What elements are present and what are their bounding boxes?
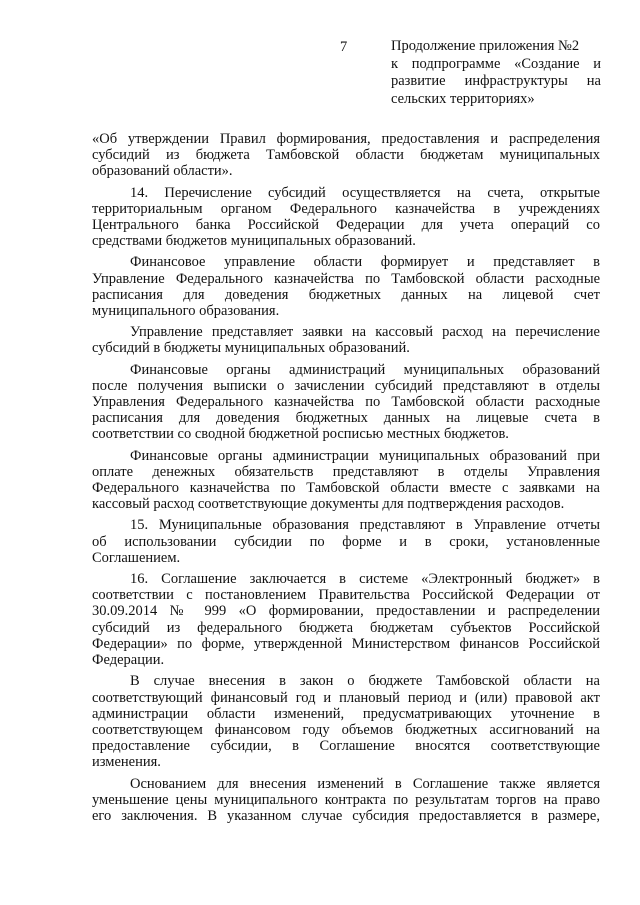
text-line: Федерального казначейства по Тамбовской области вместе с заявками на: [92, 480, 600, 497]
text-line: Управления Федерального казначейства по Тамбовской области расходные: [92, 394, 600, 411]
text-line: субсидий из федерального бюджета бюджетам субъектов Российской: [92, 619, 600, 636]
paragraph: [92, 517, 600, 566]
text-line: расписания для доведения бюджетных данных на лицевые счета в: [92, 410, 600, 427]
text-line: Управление представляет заявки на кассовый расход на перечисление: [130, 324, 600, 341]
text-line: муниципального образования.: [92, 303, 280, 320]
text-line: Соглашением.: [92, 549, 181, 566]
text-line: Управление Федерального казначейства по Тамбовской области расходные: [92, 270, 600, 287]
text-line: Основанием для внесения изменений в Соглашение также является: [130, 775, 600, 792]
text-line: 14. Перечисление субсидий осуществляется на счета, открытые: [130, 184, 600, 201]
text-line: субсидий в бюджеты муниципальных образований.: [92, 340, 410, 357]
text-line: «Об утверждении Правил формирования, предоставления и распределения: [92, 131, 600, 147]
text-line: оплате денежных обязательств представляют в отделы Управления: [92, 463, 600, 480]
text-line: предоставление субсидии, в Соглашение вносятся соответствующие: [92, 738, 600, 755]
paragraph: [92, 776, 600, 825]
text-line: территориальным органом Федерального казначейства в учреждениях: [92, 200, 600, 217]
text-line: Финансовые органы администрации муниципальных образований при: [130, 447, 600, 464]
paragraph: [92, 362, 600, 443]
text-line: расписания для доведения бюджетных данных на лицевой счет: [92, 286, 600, 303]
paragraph: [92, 254, 600, 319]
text-line: соответствии с постановлением Правительства Российской Федерации от: [92, 587, 600, 604]
text-line: Финансовое управление области формирует и представляет в: [130, 254, 600, 271]
text-line: субсидий из бюджета Тамбовской области бюджетам муниципальных: [92, 147, 600, 164]
text-line: соответствии со сводной бюджетной росписью местных бюджетов.: [92, 426, 509, 443]
text-line: 15. Муниципальные образования представляют в Управление отчеты: [130, 517, 600, 534]
appendix-header-note: [391, 38, 601, 108]
text-line: Финансовые органы администраций муниципальных образований: [130, 361, 600, 378]
text-line: образований области».: [92, 163, 233, 180]
text-line: Федерации» по форме, утвержденной Министерством финансов Российской: [92, 635, 600, 652]
body-text: [92, 131, 600, 829]
header-line: сельских территориях»: [391, 90, 535, 107]
text-line: его заключения. В указанном случае субсидия предоставляется в размере,: [92, 807, 600, 824]
text-line: об использовании субсидии по форме и в сроки, установленные: [92, 533, 600, 550]
text-line: Федерации.: [92, 652, 165, 669]
text-line: 30.09.2014 № 999 «О формировании, предоставлении и распределении: [92, 603, 600, 620]
text-line: В случае внесения в закон о бюджете Тамбовской области на: [130, 673, 600, 690]
page-number: 7: [340, 39, 348, 55]
paragraph: [92, 185, 600, 250]
paragraph: [92, 673, 600, 770]
text-line: после получения выписки о зачислении субсидий представляют в отделы: [92, 377, 600, 394]
paragraph: [92, 448, 600, 513]
text-line: средствами бюджетов муниципальных образований.: [92, 233, 416, 250]
paragraph: [92, 131, 600, 180]
text-line: Центрального банка Российской Федерации для учета операций со: [92, 217, 600, 234]
text-line: кассовый расход соответствующие документы для подтверждения расходов.: [92, 496, 565, 513]
text-line: соответствующий финансовый год и плановый период и (или) правовой акт: [92, 689, 600, 706]
header-line: Продолжение приложения №2: [391, 38, 580, 54]
text-line: изменения.: [92, 754, 161, 771]
text-line: 16. Соглашение заключается в системе «Электронный бюджет» в: [130, 571, 600, 588]
paragraph: [92, 571, 600, 668]
header-line: развитие инфраструктуры на: [391, 73, 601, 89]
text-line: соответствующем финансовом году объемов бюджетных ассигнований на: [92, 721, 600, 738]
paragraph: [92, 324, 600, 356]
text-line: уменьшение цены муниципального контракта по результатам торгов на право: [92, 791, 600, 808]
text-line: администрации области изменений, предусматривающих уточнение в: [92, 705, 600, 722]
header-line: к подпрограмме «Создание и: [391, 55, 601, 72]
